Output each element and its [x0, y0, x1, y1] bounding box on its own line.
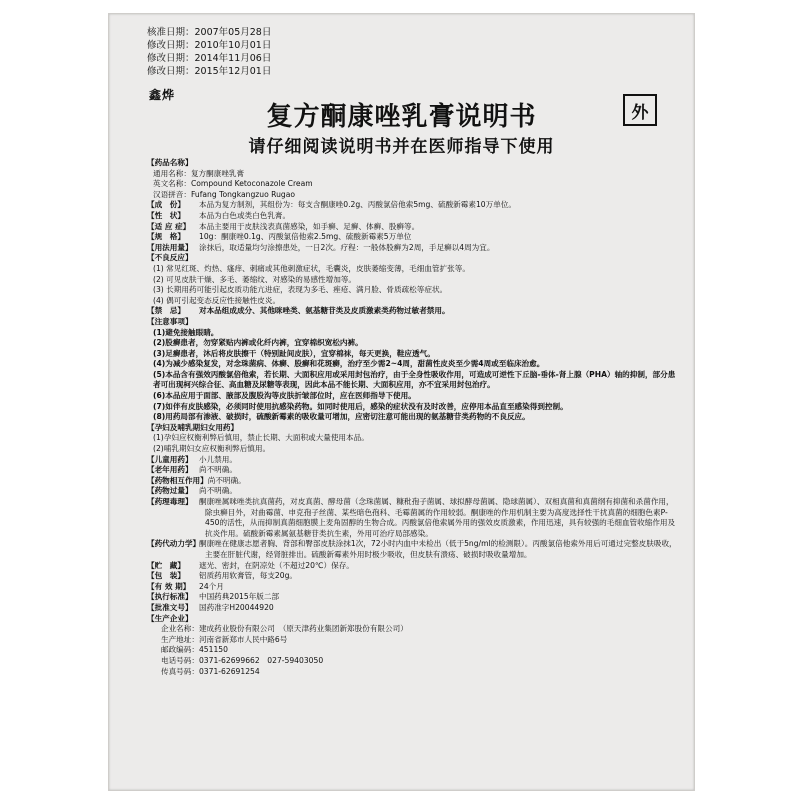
section-manufacturer: 【生产企业】 企业名称：建成药业股份有限公司 （原天津药业集团新郑股份有限公司） 生产地址：河南省新郑市人民中路6号 邮政编码：451150 电话号码：0371-62699662 027-59403050 传真号码：0371-62691254 — [147, 614, 677, 678]
section-contraindications: 【禁 忌】 对本品组成成分、其他咪唑类、氨基糖苷类及皮质激素类药物过敏者禁用。 — [147, 306, 450, 316]
precaution-item: (6)本品应用于面部、腋部及腹股沟等皮肤折皱部位时，应在医师指导下使用。 — [153, 391, 416, 401]
precaution-item: (5)本品含有强效丙酸氯倍他索，若长期、大面积应用或采用封包治疗，由于全身性吸收作用，可造成可逆性下丘脑-垂体-肾上腺（PHA）轴的抑制，部分患者可出现柯兴综合征、高血糖及尿糖等表现，因此本品不能长期、大面积应用，亦不宜采用封包治疗。 — [153, 369, 676, 390]
section-pharmacokinetics: 【药代动力学】酮康唑在健康志愿者胸、背部和臀部皮肤涂抹1次，72小时内血中未检出（低于5ng/ml的检测限）。丙酸氯倍他索外用后可通过完整皮肤吸收，主要在肝脏代谢，经肾脏排出。硫酸新霉素外用时极少吸收，但皮肤有溃疡、破损时吸收量增加。 — [147, 539, 677, 559]
section-drug-name — [147, 158, 677, 200]
pregnancy-item: (1)孕妇应权衡利弊后慎用，禁止长期、大面积或大量使用本品。 — [153, 433, 369, 443]
revision-date: 修改日期：2010年10月01日 — [147, 40, 272, 51]
postal-code: 邮政编码：451150 — [161, 645, 228, 655]
section-label: 【药品名称】 — [147, 158, 193, 167]
revision-date: 修改日期：2015年12月01日 — [147, 66, 272, 77]
adverse-item: (4) 偶可引起变态反应性接触性皮炎。 — [153, 295, 281, 305]
section-children: 【儿童用药】 小儿禁用。 — [147, 454, 237, 464]
pregnancy-item: (2)哺乳期妇女应权衡利弊后慎用。 — [153, 444, 271, 454]
section-pharmacology: 【药理毒理】 酮康唑属咪唑类抗真菌药，对皮真菌、酵母菌（念珠菌属、糠秕孢子菌属、球拟酵母菌属、隐球菌属）、双相真菌和真菌纲有抑菌和杀菌作用，除虫癣目外，对曲霉菌、申克孢子丝菌、某些暗色孢科、毛霉菌属的作用较弱。酮康唑的作用机制主要为高度选择性干扰真菌的细胞色素P-450的活性，从而抑制真菌细胞膜上麦角固醇的生物合成。丙酸氯倍他索属外用的强效皮质激素，作用迅速，具有较强的毛细血管收缩作用及抗炎作用。硫酸新霉素属氨基糖苷类抗生素，外用可治疗局部感染。 — [147, 497, 676, 538]
precaution-item: (8)用药局部有渗液、破损时，硫酸新霉素的吸收量可增加，应密切注意可能出现的氨基糖苷类药物的不良反应。 — [153, 412, 530, 422]
adverse-item: (2) 可见皮肤干燥、多毛、萎缩纹、对感染的易感性增加等。 — [153, 274, 357, 284]
section-indications: 【适 应 症】 本品主要用于皮肤浅表真菌感染，如手癣、足癣、体癣、股癣等。 — [147, 221, 420, 231]
section-standard: 【执行标准】 中国药典2015年版二部 — [147, 592, 280, 602]
fax-number: 传真号码：0371-62691254 — [161, 666, 260, 676]
generic-name: 通用名称：复方酮康唑乳膏 — [153, 168, 245, 178]
adverse-item: (1) 常见红斑、灼热、瘙痒、刺痛或其他刺激症状，毛囊炎，皮肤萎缩变薄，毛细血管扩张等。 — [153, 263, 470, 273]
section-validity: 【有 效 期】 24个月 — [147, 581, 224, 591]
section-dosage: 【用法用量】 涂抹后，取适量均匀涂擦患处，一日2次。疗程：一般体股癣为2周，手足癣以4周为宜。 — [147, 242, 495, 252]
section-composition: 【成 份】 本品为复方制剂，其组份为：每支含酮康唑0.2g、丙酸氯倍他索5mg、硫酸新霉素10万单位。 — [147, 200, 516, 210]
section-storage: 【贮 藏】 遮光、密封，在阴凉处（不超过20℃）保存。 — [147, 560, 354, 570]
precaution-item: (4)为减少感染复发，对念珠菌病、体癣、股癣和花斑癣，治疗至少需2~4周，甜菌性皮炎至少需4周或至临床治愈。 — [153, 359, 545, 369]
section-pregnancy: 【孕妇及哺乳期妇女用药】 (1)孕妇应权衡利弊后慎用，禁止长期、大面积或大量使用本品。 (2)哺乳期妇女应权衡利弊后慎用。 — [147, 423, 677, 455]
english-name: 英文名称：Compound Ketoconazole Cream — [153, 179, 313, 189]
precaution-item: (3)足癣患者，沐后将皮肤擦干（特别趾间皮肤），宜穿棉袜，每天更换，鞋应透气。 — [153, 348, 435, 358]
revision-date: 修改日期：2014年11月06日 — [147, 53, 272, 64]
phone-number: 电话号码：0371-62699662 027-59403050 — [161, 655, 324, 665]
company-address: 生产地址：河南省新郑市人民中路6号 — [161, 634, 288, 644]
leaflet-body — [147, 158, 677, 677]
section-interactions: 【药物相互作用】 尚不明确。 — [147, 475, 246, 485]
section-approval: 【批准文号】 国药准字H20044920 — [147, 602, 274, 612]
external-use-badge: 外 — [623, 94, 657, 126]
page-title: 复方酮康唑乳膏说明书 — [266, 102, 537, 132]
page-subtitle: 请仔细阅读说明书并在医师指导下使用 — [248, 137, 555, 157]
approval-date: 核准日期：2007年05月28日 — [147, 27, 272, 38]
precaution-item: (2)股癣患者，勿穿紧贴内裤或化纤内裤，宜穿棉织宽松内裤。 — [153, 338, 363, 348]
precaution-item: (7)如伴有皮肤感染，必须同时使用抗感染药物。如同时使用后，感染的症状没有及时改善，应停用本品直至感染得到控制。 — [153, 401, 568, 411]
section-character: 【性 状】 本品为白色或类白色乳膏。 — [147, 210, 291, 220]
revision-dates — [147, 26, 271, 78]
section-elderly: 【老年用药】 尚不明确。 — [147, 465, 237, 475]
section-overdose: 【药物过量】 尚不明确。 — [147, 486, 237, 496]
brand-logo: 鑫烨 — [149, 88, 176, 102]
section-adverse-reactions: 【不良反应】 (1) 常见红斑、灼热、瘙痒、刺痛或其他刺激症状，毛囊炎，皮肤萎缩变薄，毛细血管扩张等。 (2) 可见皮肤干燥、多毛、萎缩纹、对感染的易感性增加等。 (3) 长期用药可能引起皮质功能亢进症，表现为多毛、痤疮、满月脸、骨质疏松等症状。 (4) 偶可引起变态反应性接触性皮炎。 — [147, 253, 677, 306]
section-package: 【包 装】 铝质药用软膏管，每支20g。 — [147, 571, 298, 581]
adverse-item: (3) 长期用药可能引起皮质功能亢进症，表现为多毛、痤疮、满月脸、骨质疏松等症状。 — [153, 285, 448, 295]
section-specification: 【规 格】 10g：酮康唑0.1g、丙酸氯倍他索2.5mg、硫酸新霉素5万单位 — [147, 232, 412, 242]
section-precautions: 【注意事项】 (1)避免接触眼睛。 (2)股癣患者，勿穿紧贴内裤或化纤内裤，宜穿棉织宽松内裤。 (3)足癣患者，沐后将皮肤擦干（特别趾间皮肤），宜穿棉袜，每天更换，鞋应透气。 (4)为减少感染复发，对念珠菌病、体癣、股癣和花斑癣，治疗至少需2~4周，甜菌性皮炎至少需4周或至临床治愈。 (5)本品含有强效丙酸氯倍他索，若长期、大面积应用或采用封包治疗，由于全身性吸收作用，可造成可逆性下丘脑-垂体-肾上腺（PHA）轴的抑制，部分患者可出现柯兴综合征、高血糖及尿糖等表现，因此本品不能长期、大面积应用，亦不宜采用封包治疗。 (6)本品应用于面部、腋部及腹股沟等皮肤折皱部位时，应在医师指导下使用。 (7)如伴有皮肤感染，必须同时使用抗感染药物。如同时使用后，感染的症状没有及时改善，应停用本品直至感染得到控制。 (8)用药局部有渗液、破损时，硫酸新霉素的吸收量可增加，应密切注意可能出现的氨基糖苷类药物的不良反应。 — [147, 316, 676, 422]
precaution-item: (1)避免接触眼睛。 — [153, 327, 219, 337]
company-name: 企业名称：建成药业股份有限公司 （原天津药业集团新郑股份有限公司） — [161, 624, 408, 634]
pinyin-name: 汉语拼音：Fufang Tongkangzuo Rugao — [153, 189, 296, 199]
leaflet-page — [108, 13, 695, 791]
